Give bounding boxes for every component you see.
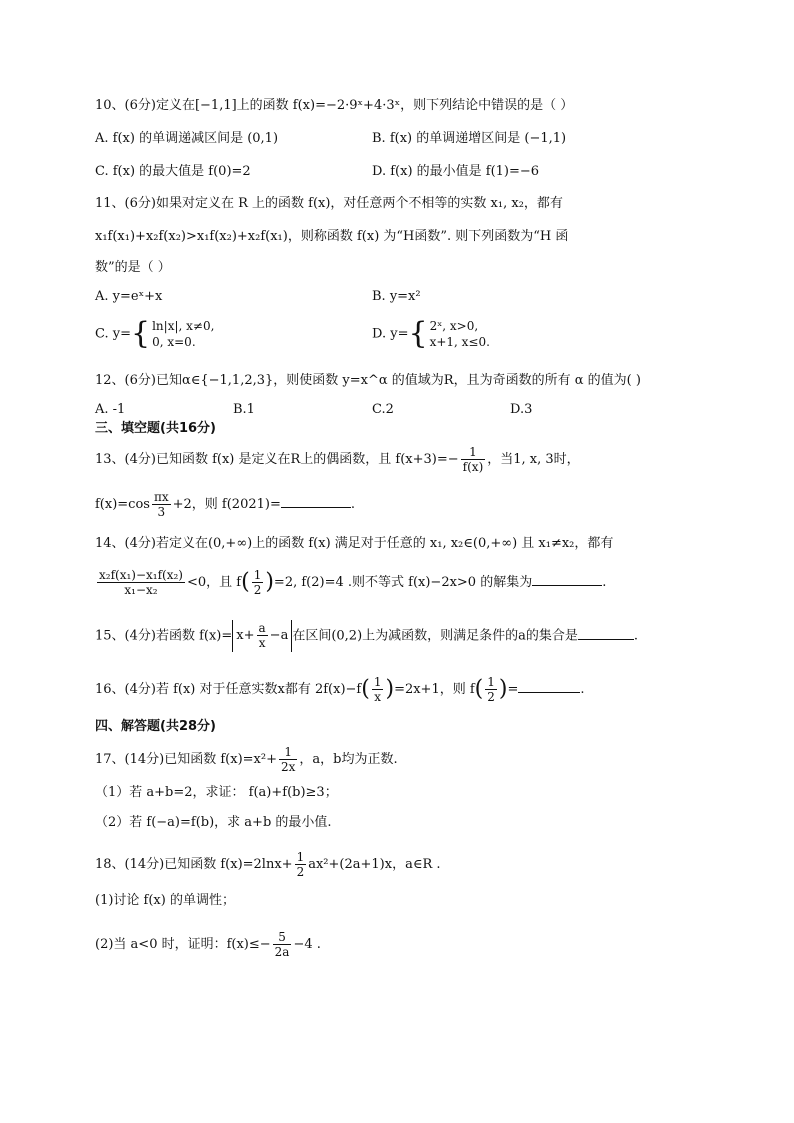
q13-text: +2，则 f(2021)= (172, 497, 281, 512)
denominator: x (374, 690, 382, 704)
right-paren-icon: ) (498, 676, 508, 702)
q18-sub1: (1)讨论 f(x) 的单调性； (95, 893, 235, 908)
q15-text: . (633, 628, 639, 644)
q16-line (95, 675, 585, 704)
q13-text: . (350, 497, 355, 512)
q15-text: 15、(4分)若函数 f(x)= (95, 628, 233, 644)
case-row: 2ˣ, x>0, (429, 319, 479, 333)
answer-blank[interactable] (518, 678, 580, 693)
q17-stem (95, 745, 398, 774)
q14-line1: 14、(4分)若定义在(0,+∞)上的函数 f(x) 满足对于任意的 x₁, x₂∈(0,+∞) 且 x₁≠x₂，都有 (95, 536, 614, 551)
fraction (97, 568, 185, 597)
fraction (257, 621, 268, 650)
q17-sub1: （1）若 a+b=2，求证： f(a)+f(b)≥3； (95, 785, 338, 800)
q16-text: 16、(4分)若 f(x) 对于任意实数x都有 2f(x)−f (95, 682, 362, 697)
denominator: 2x (280, 760, 296, 774)
q18-sub2 (95, 930, 321, 959)
q10-option-c: C. f(x) 的最大值是 f(0)=2 (95, 164, 251, 179)
q12-option-a: A. -1 (95, 402, 126, 417)
answer-blank[interactable] (578, 625, 634, 640)
q17-text: ，a，b均为正数. (299, 752, 398, 767)
q12-option-d: D.3 (510, 402, 533, 417)
q18-stem (95, 850, 441, 879)
q11-stem-line3: 数”的是（ ） (95, 260, 171, 275)
q11-option-c-cases (152, 318, 214, 350)
q11-option-c (95, 318, 214, 350)
left-paren-icon: ( (361, 676, 370, 702)
denominator: 3 (157, 505, 166, 519)
q13-line2 (95, 490, 355, 519)
numerator: a (258, 621, 266, 635)
case-row: x+1, x≤0. (429, 335, 490, 349)
q18-text: 18、(14分)已知函数 f(x)=2lnx+ (95, 857, 293, 872)
numerator: 1 (253, 568, 262, 582)
q18-text: ax²+(2a+1)x，a∈R . (308, 857, 441, 872)
abs-text: x+ (236, 628, 255, 643)
left-paren-icon: ( (241, 569, 250, 595)
q11-option-a: A. y=eˣ+x (95, 289, 163, 304)
denominator: x₁−x₂ (124, 583, 158, 597)
case-row: ln|x|, x≠0, (152, 319, 215, 333)
numerator: πx (153, 490, 169, 504)
q18-text: −4 . (293, 937, 321, 952)
denominator: 2a (274, 945, 290, 959)
right-paren-icon: ) (385, 676, 395, 702)
q13-text: 13、(4分)已知函数 f(x) 是定义在R上的偶函数，且 f(x+3)=− (95, 452, 459, 467)
numerator: 1 (461, 445, 486, 460)
q16-text: = (507, 682, 519, 697)
q13-line1 (95, 445, 580, 474)
q11-option-d (372, 318, 490, 350)
left-brace-icon: { (408, 316, 428, 351)
abs-text: −a (269, 628, 289, 643)
left-paren-icon: ( (474, 676, 484, 702)
q16-text: =2x+1，则 f (394, 682, 475, 697)
q11-option-d-label: D. y= (372, 326, 409, 342)
numerator: 1 (373, 675, 382, 689)
left-brace-icon: { (131, 316, 151, 351)
denominator: 2 (296, 865, 305, 879)
q18-text: (2)当 a<0 时，证明：f(x)≤− (95, 937, 271, 952)
q15-line (95, 620, 638, 652)
q14-text: . (602, 575, 607, 590)
denominator: 2 (487, 690, 495, 704)
q15-text: 在区间(0,2)上为减函数，则满足条件的a的集合是 (292, 628, 578, 644)
fraction (152, 490, 171, 519)
fraction (372, 675, 384, 704)
q14-line2 (95, 568, 606, 597)
numerator: x₂f(x₁)−x₁f(x₂) (99, 568, 183, 582)
q12-option-b: B.1 (233, 402, 255, 417)
q17-sub2: （2）若 f(−a)=f(b)，求 a+b 的最小值. (95, 815, 332, 830)
section-title-solutions: 四、解答题(共28分) (95, 719, 216, 734)
q10-option-b: B. f(x) 的单调递增区间是 (−1,1) (372, 131, 567, 146)
numerator: 1 (487, 675, 495, 689)
fraction (273, 930, 292, 959)
q10-stem: 10、(6分)定义在[−1,1]上的函数 f(x)=−2·9ˣ+4·3ˣ，则下列结论中错误的是（ ） (95, 98, 574, 113)
q12-stem: 12、(6分)已知α∈{−1,1,2,3}，则使函数 y=x^α 的值域为R，且为奇函数的所有 α 的值为( ) (95, 373, 641, 388)
denominator: f(x) (462, 460, 484, 474)
q10-option-a: A. f(x) 的单调递减区间是 (0,1) (95, 131, 279, 146)
fraction (279, 745, 297, 774)
q11-stem-line2: x₁f(x₁)+x₂f(x₂)>x₁f(x₂)+x₂f(x₁)，则称函数 f(x) 为“H函数”. 则下列函数为“H 函 (95, 229, 569, 244)
numerator: 1 (296, 850, 305, 864)
q16-text: . (580, 682, 585, 697)
q11-option-c-label: C. y= (95, 326, 131, 342)
q17-text: 17、(14分)已知函数 f(x)=x²+ (95, 752, 277, 767)
numerator: 5 (273, 930, 292, 945)
q11-option-b: B. y=x² (372, 289, 421, 304)
case-row: 0, x=0. (152, 335, 196, 349)
fraction (461, 445, 486, 474)
numerator: 1 (279, 745, 297, 760)
right-paren-icon: ) (265, 569, 274, 595)
q11-stem-line1: 11、(6分)如果对定义在 R 上的函数 f(x)，对任意两个不相等的实数 x₁, x₂，都有 (95, 196, 563, 211)
q13-text: ，当1, x, 3时， (487, 452, 580, 467)
q13-text: f(x)=cos (95, 497, 150, 512)
q14-text: <0，且 f (186, 575, 242, 590)
denominator: x (258, 636, 266, 650)
denominator: 2 (253, 583, 262, 597)
fraction (295, 850, 307, 879)
fraction (252, 568, 264, 597)
q11-option-d-cases (430, 318, 490, 350)
q10-option-d: D. f(x) 的最小值是 f(1)=−6 (372, 164, 540, 179)
q12-option-c: C.2 (372, 402, 394, 417)
fraction (485, 675, 497, 704)
section-title-fill-in: 三、填空题(共16分) (95, 421, 216, 436)
q14-text: =2, f(2)=4 .则不等式 f(x)−2x>0 的解集为 (273, 575, 533, 590)
answer-blank[interactable] (532, 571, 602, 586)
absolute-value (232, 620, 292, 652)
answer-blank[interactable] (281, 493, 351, 508)
